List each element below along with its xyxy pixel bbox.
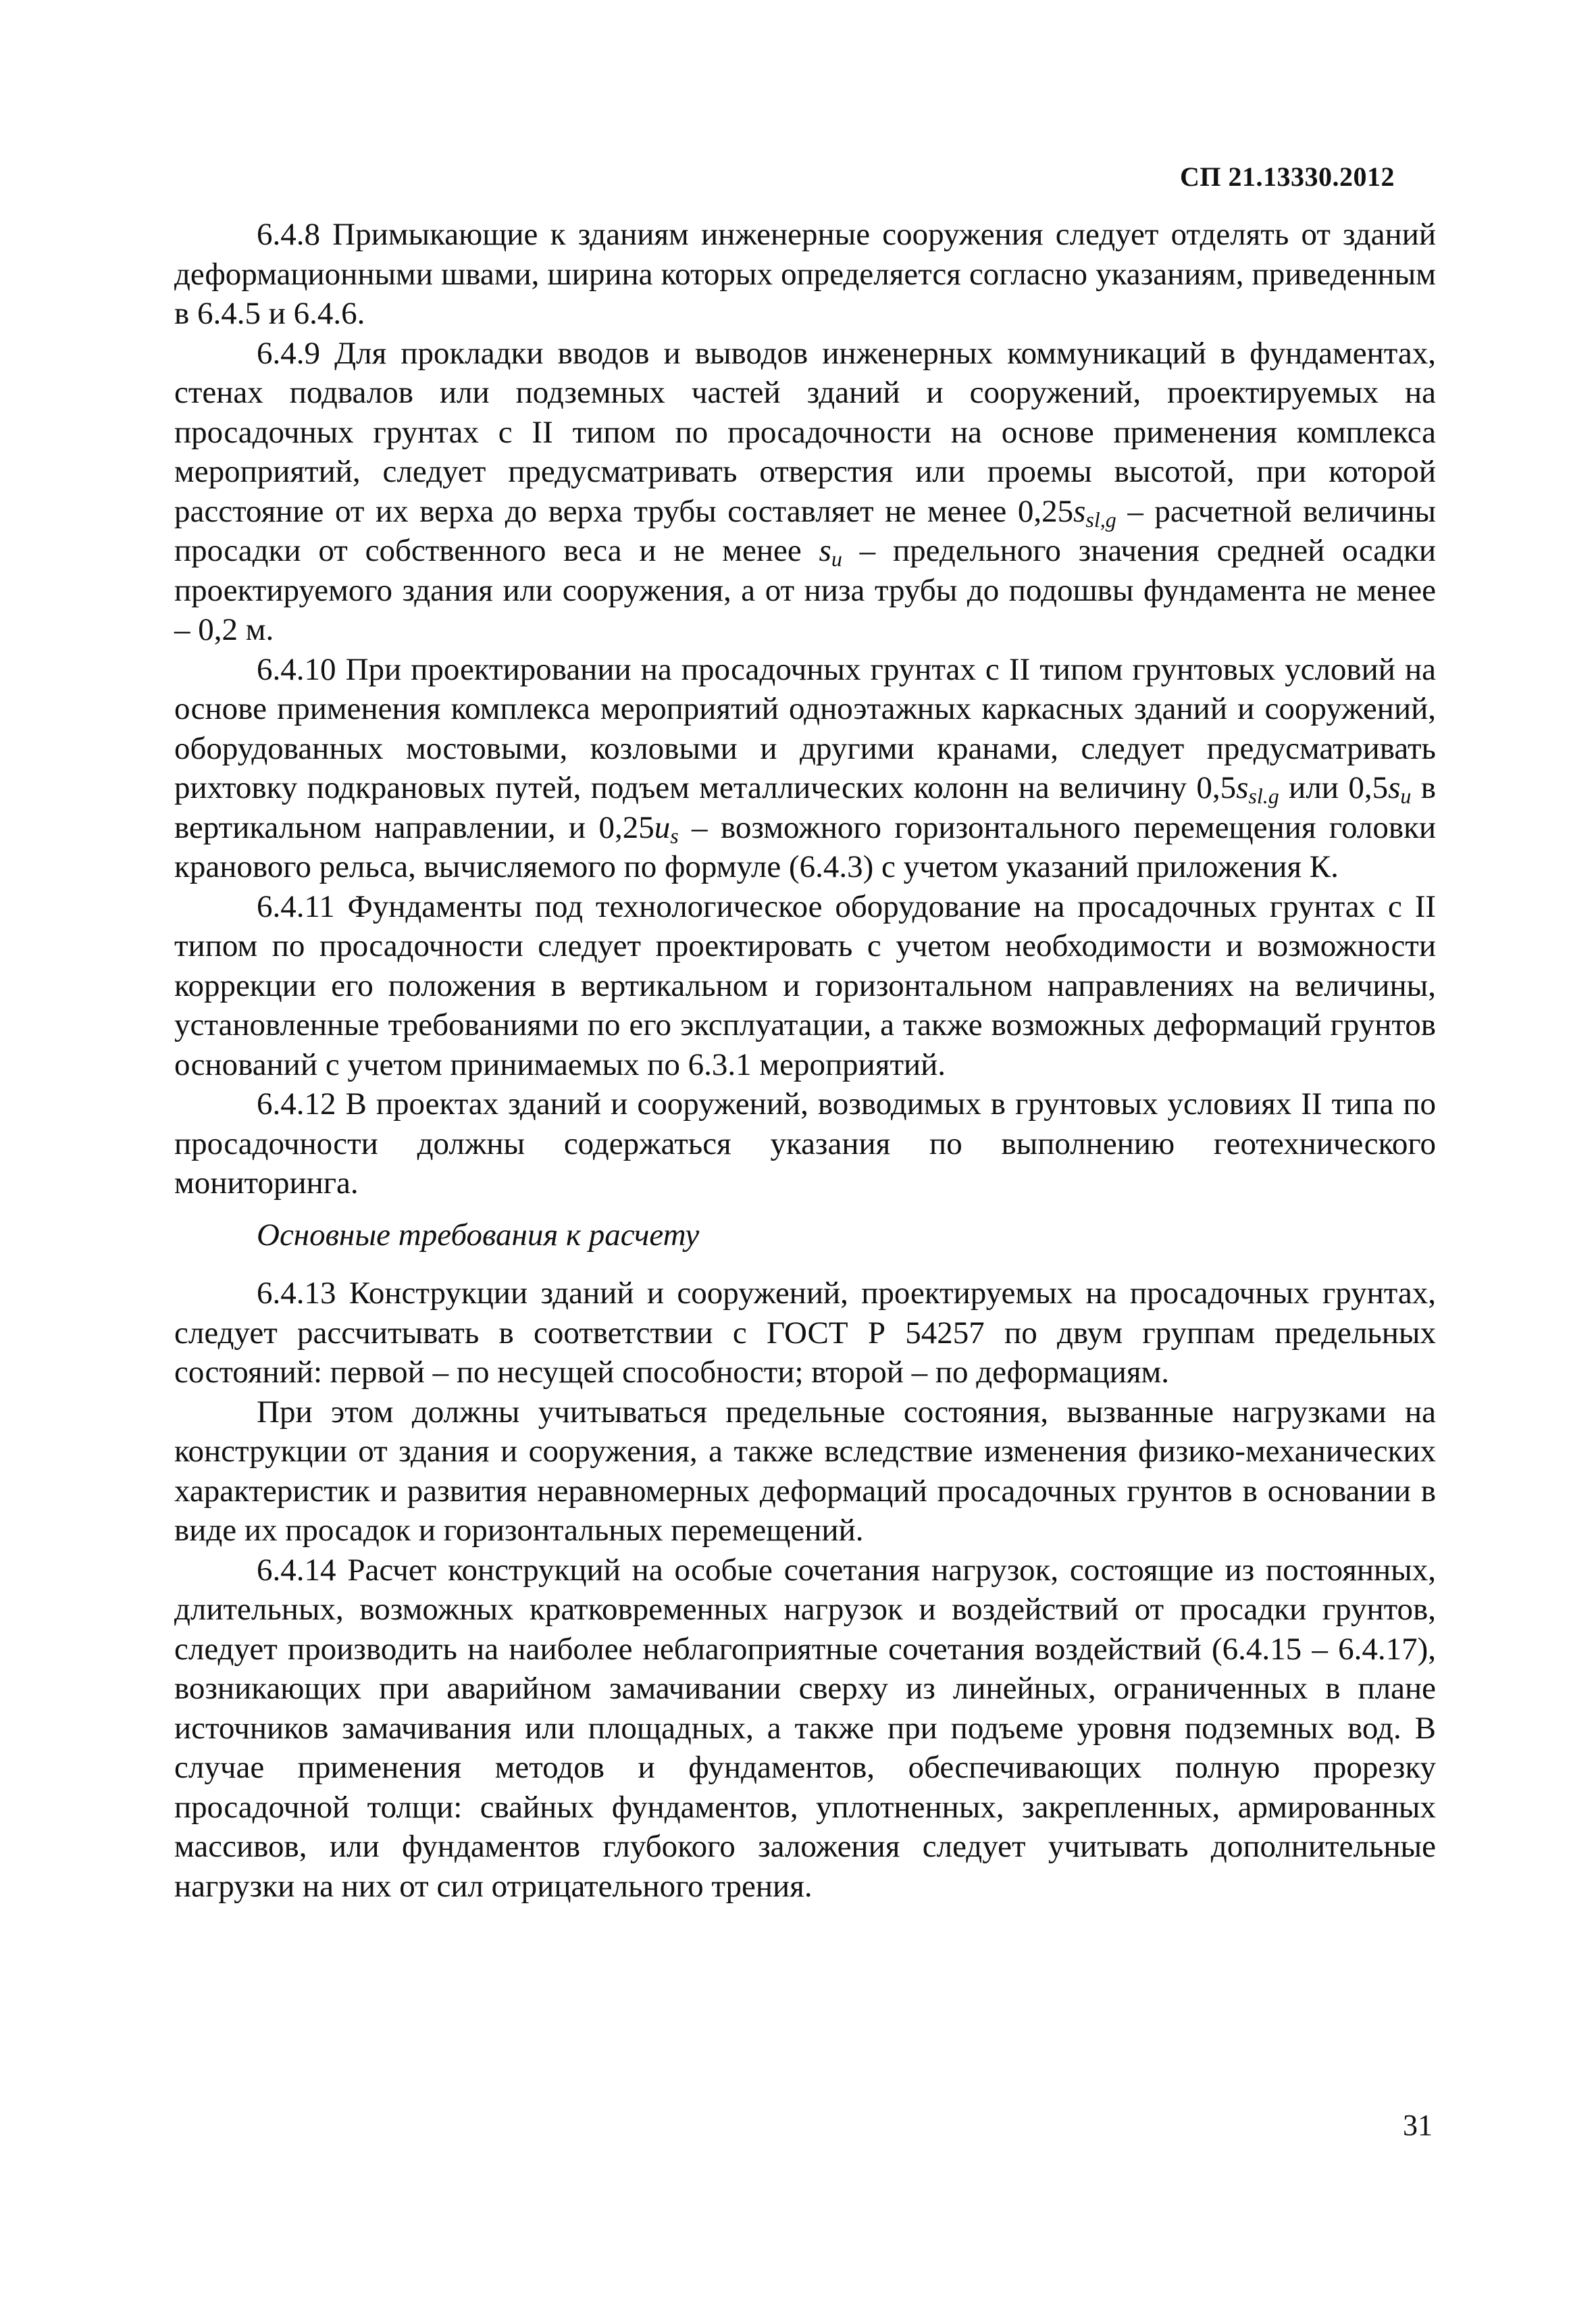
paragraph-6-4-9-text-2: – расчетной величины просадки от собственного веса и не менее bbox=[174, 493, 1436, 568]
horizontal-displacement-symbol-subscript: s bbox=[670, 823, 679, 848]
paragraph-6-4-12: 6.4.12 В проектах зданий и сооружений, возводимых в грунтовых условиях II типа по просадочности должны содержаться указания по выполнению геотехнического мониторинга. bbox=[174, 1086, 1436, 1201]
coefficient-value-2: 0,5 bbox=[1348, 770, 1389, 805]
settlement-symbol-subscript: sl.g bbox=[1248, 784, 1279, 808]
limit-settlement-symbol-letter: s bbox=[819, 533, 831, 568]
paragraph-6-4-10 bbox=[174, 650, 1436, 887]
paragraph-6-4-10-text-3: в вертикальном направлении, и bbox=[174, 770, 1436, 845]
settlement-coefficient-value: 0,25 bbox=[1017, 493, 1074, 529]
paragraph-6-4-10-text-2: или bbox=[1279, 770, 1349, 805]
limit-settlement-symbol-letter: s bbox=[1388, 770, 1401, 805]
paragraph-6-4-13: 6.4.13 Конструкции зданий и сооружений, проектируемых на просадочных грунтах, следует рассчитывать в соответствии с ГОСТ Р 54257 по двум группам предельных состояний: первой – по несущей способности; второй – по деформациям. bbox=[174, 1276, 1436, 1390]
limit-settlement-symbol bbox=[1388, 770, 1412, 808]
coefficient-value-1: 0,5 bbox=[1196, 770, 1237, 805]
limit-settlement-symbol-subscript: u bbox=[831, 547, 842, 571]
page-number: 31 bbox=[1403, 2109, 1433, 2142]
settlement-symbol bbox=[1236, 770, 1279, 808]
limit-settlement-symbol-subscript: u bbox=[1400, 784, 1412, 808]
paragraph-6-4-9-text-1: 6.4.9 Для прокладки вводов и выводов инженерных коммуникаций в фундаментах, стенах подвалов или подземных частей зданий и сооружений, проектируемых на просадочных грунтах с II типом по просадочности на основе применения комплекса мероприятий, следует предусматривать отверстия или проемы высотой, при которой расстояние от их верха до верха трубы составляет не менее bbox=[174, 335, 1436, 529]
document-body bbox=[174, 215, 1436, 1906]
paragraph-6-4-11: 6.4.11 Фундаменты под технологическое оборудование на просадочных грунтах с II типом по просадочности следует проектировать с учетом необходимости и возможности коррекции его положения в вертикальном и горизонтальном направлениях на величины, установленные требованиями по его эксплуатации, а также возможных деформаций грунтов оснований с учетом принимаемых по 6.3.1 мероприятий. bbox=[174, 888, 1436, 1082]
paragraph-6-4-10-text-4: – возможного горизонтального перемещения головки кранового рельса, вычисляемого по формуле (6.4.3) с учетом указаний приложения К. bbox=[174, 809, 1436, 884]
paragraph-6-4-10-text-1: 6.4.10 При проектировании на просадочных грунтах с II типом грунтовых условий на основе применения комплекса мероприятий одноэтажных каркасных зданий и сооружений, оборудованных мостовыми, козловыми и другими кранами, следует предусматривать рихтовку подкрановых путей, подъем металлических колонн на величину bbox=[174, 651, 1436, 805]
settlement-symbol-letter: s bbox=[1236, 770, 1249, 805]
paragraph-6-4-8: 6.4.8 Примыкающие к зданиям инженерные сооружения следует отделять от зданий деформационными швами, ширина которых определяется согласно указаниям, приведенным в 6.4.5 и 6.4.6. bbox=[174, 217, 1436, 331]
coefficient-value-3: 0,25 bbox=[598, 809, 654, 845]
document-code-header: СП 21.13330.2012 bbox=[1180, 161, 1395, 192]
settlement-symbol-subscript: sl,g bbox=[1085, 507, 1116, 532]
horizontal-displacement-symbol bbox=[654, 809, 679, 848]
paragraph-limit-states: При этом должны учитываться предельные состояния, вызванные нагрузками на конструкции от здания и сооружения, а также вследствие изменения физико-механических характеристик и развития неравномерных деформаций просадочных грунтов в основании в виде их просадок и горизонтальных перемещений. bbox=[174, 1394, 1436, 1548]
section-subheading: Основные требования к расчету bbox=[257, 1217, 700, 1253]
paragraph-6-4-9 bbox=[174, 334, 1436, 650]
limit-settlement-symbol bbox=[819, 533, 842, 571]
paragraph-6-4-9-text-3: – предельного значения средней осадки проектируемого здания или сооружения, а от низа трубы до подошвы фундамента не менее – 0,2 м. bbox=[174, 533, 1437, 647]
horizontal-displacement-symbol-letter: u bbox=[654, 809, 671, 845]
settlement-symbol-letter: s bbox=[1073, 493, 1086, 529]
paragraph-6-4-14: 6.4.14 Расчет конструкций на особые сочетания нагрузок, состоящие из постоянных, длительных, возможных кратковременных нагрузок и воздействий от просадки грунтов, следует производить на наиболее неблагоприятные сочетания воздействий (6.4.15 – 6.4.17), возникающих при аварийном замачивании сверху из линейных, ограниченных в плане источников замачивания или площадных, а также при подъеме уровня подземных вод. В случае применения методов и фундаментов, обеспечивающих полную прорезку просадочной толщи: свайных фундаментов, уплотненных, закрепленных, армированных массивов, или фундаментов глубокого заложения следует учитывать дополнительные нагрузки на них от сил отрицательного трения. bbox=[174, 1552, 1436, 1904]
settlement-symbol bbox=[1073, 493, 1116, 532]
